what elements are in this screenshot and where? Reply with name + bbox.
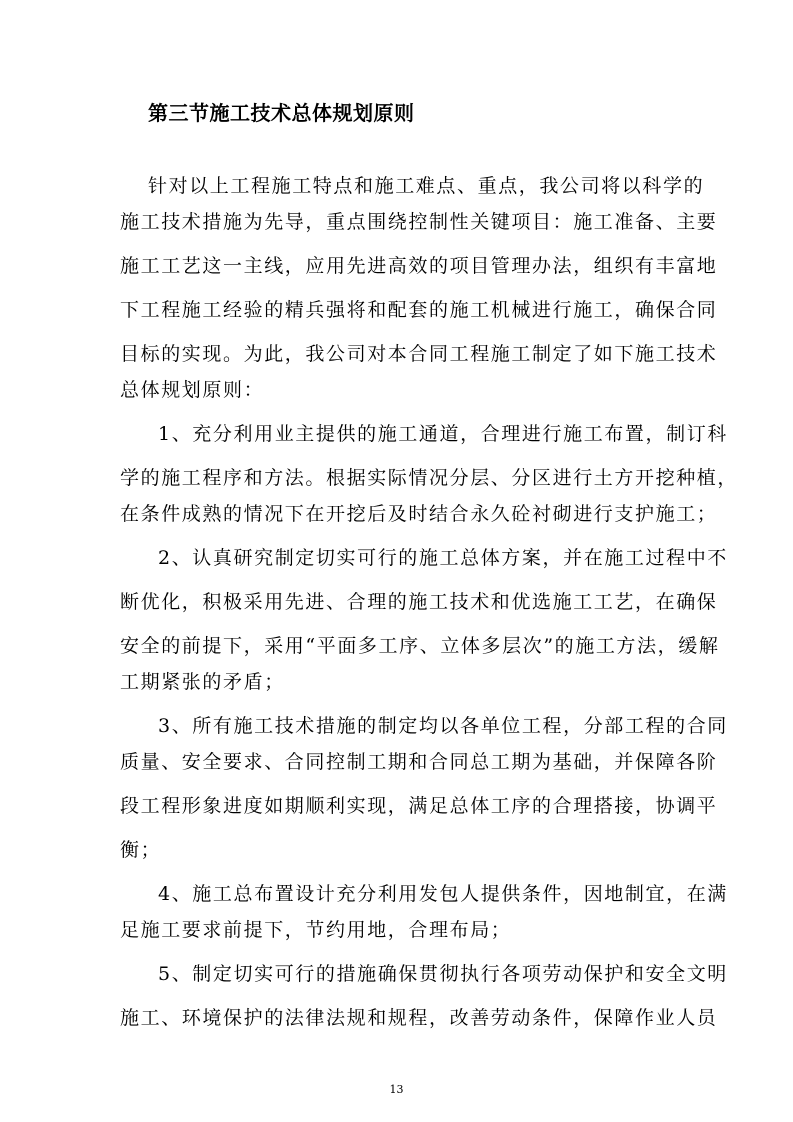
body-line: 目标的实现。为此，我公司对本合同工程施工制定了如下施工技术 [120, 343, 718, 365]
body-line: 工期紧张的矛盾； [120, 671, 285, 693]
body-line: 施工技术措施为先导，重点围绕控制性关键项目：施工准备、主要 [120, 211, 718, 233]
body-line: 2、认真研究制定切实可行的施工总体方案，并在施工过程中不 [158, 547, 728, 569]
section-title: 第三节施工技术总体规划原则 [148, 101, 415, 125]
body-line: 安全的前提下，采用“平面多工序、立体多层次”的施工方法，缓解 [120, 635, 720, 657]
body-line: 5、制定切实可行的措施确保贯彻执行各项劳动保护和安全文明 [158, 963, 728, 985]
body-line: 针对以上工程施工特点和施工难点、重点，我公司将以科学的 [148, 175, 705, 197]
body-line: 断优化，积极采用先进、合理的施工技术和优选施工工艺，在确保 [120, 591, 718, 613]
body-line: 衡； [120, 839, 162, 861]
body-line: 施工、环境保护的法律法规和规程，改善劳动条件，保障作业人员 [120, 1007, 718, 1029]
body-line: 施工工艺这一主线，应用先进高效的项目管理办法，组织有丰富地 [120, 255, 718, 277]
body-line: 3、所有施工技术措施的制定均以各单位工程，分部工程的合同 [158, 715, 728, 737]
body-line: 在条件成熟的情况下在开挖后及时结合永久砼衬砌进行支护施工； [120, 503, 718, 525]
body-line: 学的施工程序和方法。根据实际情况分层、分区进行土方开挖种植， [120, 467, 739, 489]
body-line: 1、充分利用业主提供的施工通道，合理进行施工布置，制订科 [158, 423, 728, 445]
body-line: 4、施工总布置设计充分利用发包人提供条件，因地制宜，在满 [158, 883, 728, 905]
page-number: 13 [389, 1083, 404, 1096]
body-line: 下工程施工经验的精兵强将和配套的施工机械进行施工，确保合同 [120, 299, 718, 321]
body-line: 足施工要求前提下，节约用地，合理布局； [120, 919, 512, 941]
body-line: 段工程形象进度如期顺利实现，满足总体工序的合理搭接，协调平 [120, 795, 718, 817]
body-line: 质量、安全要求、合同控制工期和合同总工期为基础，并保障各阶 [120, 751, 718, 773]
body-line: 总体规划原则： [120, 379, 265, 401]
